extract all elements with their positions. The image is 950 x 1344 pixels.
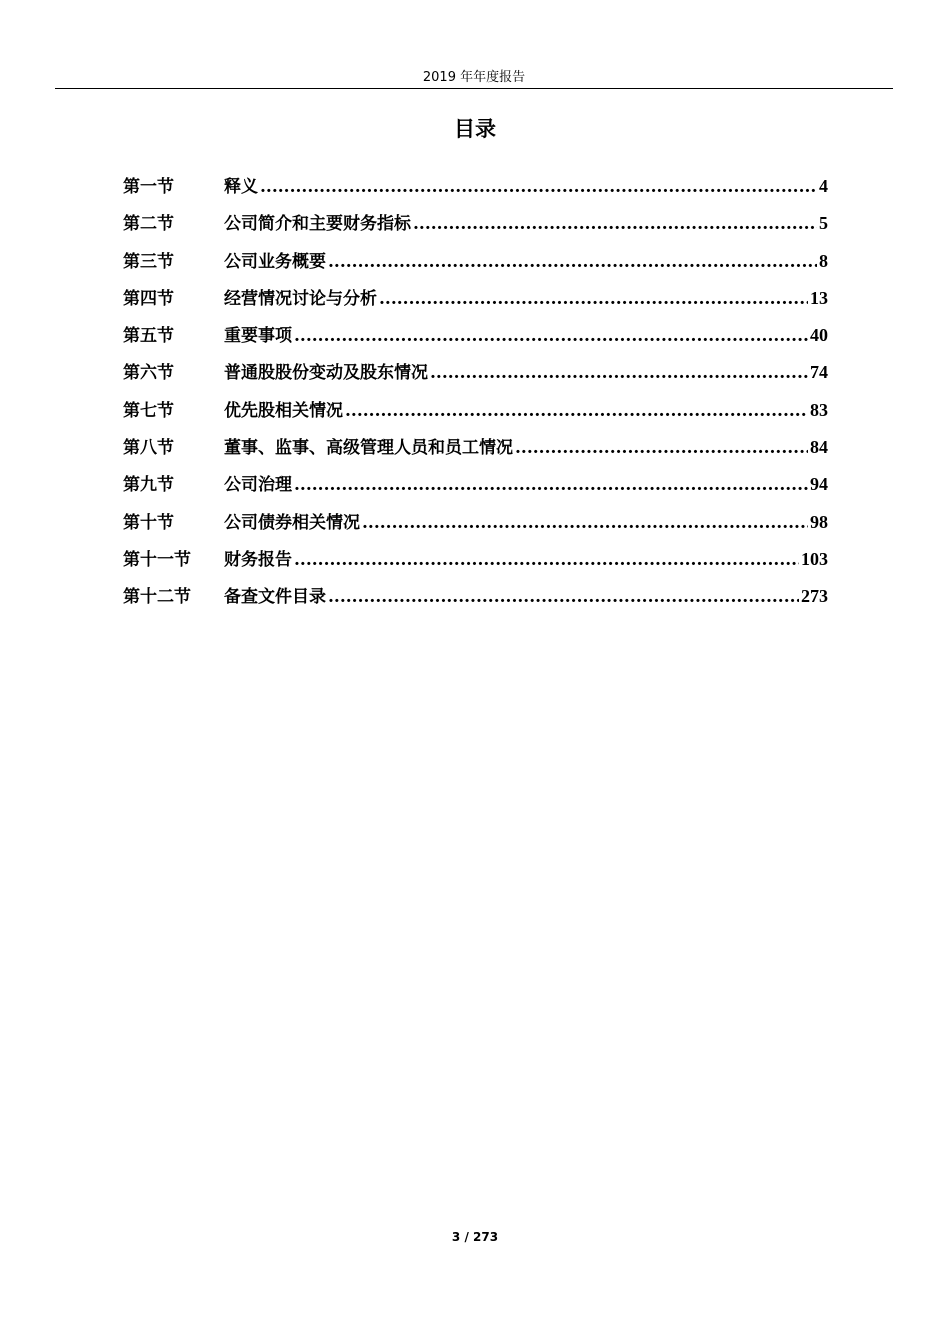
toc-page-number: 8 [819, 250, 828, 271]
toc-section-number: 第八节 [123, 438, 174, 459]
toc-dot-leader [430, 355, 808, 392]
toc-entry[interactable] [123, 429, 828, 466]
toc-entry[interactable] [123, 466, 828, 503]
toc-dot-leader [345, 393, 808, 430]
toc-section-number: 第五节 [123, 326, 174, 347]
toc-page-number: 74 [810, 362, 828, 383]
page-indicator: 3 / 273 [451, 1230, 499, 1244]
toc-entry[interactable] [123, 243, 828, 280]
toc-section-number: 第三节 [123, 251, 174, 272]
report-title: 2019 年年度报告 [422, 70, 526, 85]
toc-entry[interactable] [123, 205, 828, 242]
toc-section-number: 第一节 [123, 177, 174, 197]
toc-section-name: 普通股股份变动及股东情况 [224, 363, 428, 384]
page-footer [0, 1228, 950, 1246]
toc-page-number: 83 [810, 399, 828, 420]
toc-page-number: 273 [801, 586, 828, 607]
toc-section-number: 第十二节 [123, 587, 191, 608]
toc-page-number: 84 [810, 437, 828, 458]
toc-section-name: 优先股相关情况 [224, 400, 343, 421]
toc-page-number: 4 [819, 176, 828, 196]
toc-section-number: 第六节 [123, 363, 174, 384]
toc-page-number: 13 [810, 287, 828, 308]
toc-section-number: 第十一节 [123, 549, 191, 570]
toc-section-name: 重要事项 [224, 326, 292, 347]
toc-section-name: 财务报告 [224, 549, 292, 570]
toc-page-number: 40 [810, 325, 828, 346]
toc-title: 目录 [454, 116, 496, 141]
toc-page-number: 5 [819, 213, 828, 234]
toc-section-number: 第二节 [123, 214, 174, 235]
toc-dot-leader [294, 318, 808, 355]
toc-section-name: 经营情况讨论与分析 [224, 288, 377, 309]
toc-section-name: 公司业务概要 [224, 251, 326, 272]
toc-dot-leader [515, 430, 808, 467]
toc-section-number: 第十节 [123, 512, 174, 533]
toc-dot-leader [260, 169, 817, 206]
toc-dot-leader [294, 542, 799, 579]
toc-page-number: 98 [810, 511, 828, 532]
toc-section-number: 第四节 [123, 288, 174, 309]
toc-entry[interactable] [123, 317, 828, 354]
toc-entry[interactable] [123, 168, 828, 205]
toc-dot-leader [328, 579, 799, 616]
toc-dot-leader [379, 281, 808, 318]
toc-section-name: 公司债券相关情况 [224, 512, 360, 533]
page-header [55, 66, 893, 89]
toc-entry[interactable] [123, 541, 828, 578]
toc-dot-leader [328, 244, 817, 281]
toc-section-name: 备查文件目录 [224, 587, 326, 608]
toc-section-name: 释义 [224, 177, 258, 197]
toc-section-name: 董事、监事、高级管理人员和员工情况 [224, 438, 513, 459]
toc-entry[interactable] [123, 280, 828, 317]
toc-section-number: 第七节 [123, 400, 174, 421]
toc-page-number: 103 [801, 548, 828, 569]
toc-entry[interactable] [123, 578, 828, 615]
toc-section-name: 公司治理 [224, 475, 292, 496]
toc-dot-leader [362, 505, 808, 542]
toc-entry[interactable] [123, 504, 828, 541]
toc-dot-leader [294, 467, 808, 504]
toc-entry[interactable] [123, 354, 828, 391]
toc-section-number: 第九节 [123, 475, 174, 496]
toc-entry[interactable] [123, 392, 828, 429]
toc-section-name: 公司简介和主要财务指标 [224, 214, 411, 235]
toc-page-number: 94 [810, 474, 828, 495]
toc-dot-leader [413, 206, 817, 243]
table-of-contents [123, 168, 828, 616]
